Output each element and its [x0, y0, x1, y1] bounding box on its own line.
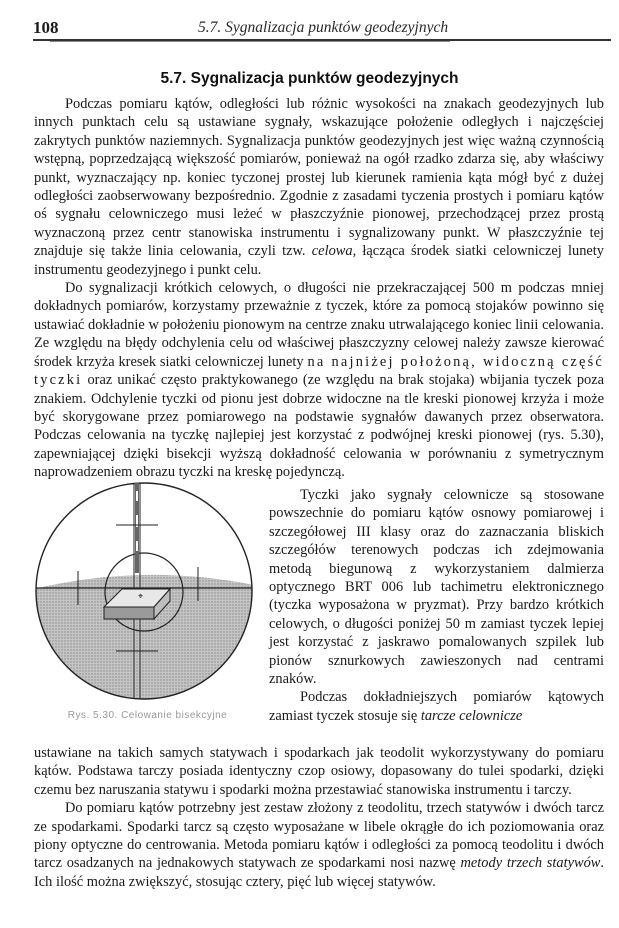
- section-title: 5.7. Sygnalizacja punktów geodezyjnych: [160, 70, 459, 87]
- paragraph-4-continued: ustawiane na takich samych statywach i spodarkach jak teodolit wykorzystywany do pomiaru kątów. Podstawa tarczy posiada identyczny czop osiowy, dopasowany do tulei spodarki, dzięki czemu bez naruszania statywu i spodarki można przestawiać stanowiska instrumentu i tarczy.: [34, 745, 604, 798]
- paragraph-2: Do sygnalizacji krótkich celowych, o długości nie przekraczającej 500 m podczas mniej dokładnych pomiarów, korzystamy przeważnie z tyczek, które za pomocą stojaków powinno się ustawiać dokładnie w położeniu pionowym na centrze znaku utrwalającego koniec linii celowania. Ze względu na błędy odchylenia celu od właściwej płaszczyzny celowej należy zawsze kierować środek krzyża kresek siatki celowniczej lunety na najniżej położoną, widoczną część tyczki oraz unikać często praktykowanego (ze względu na brak stojaka) wbijania tyczek poza znakiem. Odchylenie tyczki od pionu jest dobrze widoczne na tle kreski pionowej krzyża i może być skorygowane przez pomiarowego na podstawie sygnałów dawanych przez obserwatora. Podczas celowania na tyczkę najlepiej jest korzystać z podwójnej kreski pionowej (rys. 5.30), zapewniającej dzięki bisekcji wyższą dokładność celowania w porównaniu z symetrycznym naprowadzeniem obrazu tyczki na kreskę pojedynczą.: [34, 280, 604, 481]
- svg-text:⌖: ⌖: [138, 591, 144, 601]
- emphasis-spaced: na najniżej położoną, widoczną część tyczki: [34, 353, 604, 389]
- paragraph-1: Podczas pomiaru kątów, odległości lub różnic wysokości na znakach geodezyjnych lub innych punktach celu są ustawiane sygnały, wskazujące położenie odległych i najczęściej zakrytych punktów naziemnych. Sygnalizacja punktów geodezyjnych jest więc ważną czynnością wstępną, poprzedzającą większość pomiarów, ponieważ na ogół rzadko zdarza się, aby właściwy punkt, wyznaczający np. koniec tyczonej prostej lub kierunek ramienia kąta mógł być z dużej odległości zaobserwowany bezpośrednio. Zgodnie z zasadami tyczenia prostych i pomiaru kątów oś sygnału celowniczego musi leżeć w płaszczyźnie pionowej, przechodzącej przez prostą wyznaczoną przez centr stanowiska instrumentu i sygnalizowany punkt. W płaszczyźnie tej znajduje się także linia celowania, czyli tzw. celowa, łącząca środek siatki celowniczej lunety instrumentu geodezyjnego i punkt celu.: [34, 96, 604, 278]
- text-block-right: [269, 486, 604, 725]
- paragraph-4-start: Podczas dokładniejszych pomiarów kątowych zamiast tyczek stosuje się tarcze celownicze: [269, 689, 604, 724]
- page-header: [33, 18, 611, 40]
- term-tarcze-celownicze: tarcze celownicze: [420, 707, 523, 724]
- reticle-illustration: [34, 481, 254, 701]
- page-number: 108: [33, 18, 59, 37]
- term-celowa: celowa: [311, 243, 353, 260]
- running-title: 5.7. Sygnalizacja punktów geodezyjnych: [198, 19, 449, 36]
- paragraph-3: Tyczki jako sygnały celownicze są stosowane powszechnie do pomiaru kątów osnowy pomiarowej i szczegółowej III klasy oraz do zaznaczania bliskich szczegółów terenowych podczas ich zdejmowania metodą biegunową z wykorzystaniem dalmierza optycznego BRT 006 lub tachimetru elektronicznego (tyczka wyposażona w pryzmat). Przy bardzo krótkich celowych, o długości poniżej 50 m zamiast tyczek lepiej jest korzystać z jaskrawo pomalowanych szpilek lub pionów sznurkowych zawieszonych nad centrami znaków.: [269, 487, 604, 688]
- paragraph-5: Do pomiaru kątów potrzebny jest zestaw złożony z teodolitu, trzech statywów i dwóch tarcz ze spodarkami. Spodarki tarcz są często wyposażane w libele okrągłe do ich poziomowania oraz piony optyczne do centrowania. Metoda pomiaru kątów i odległości za pomocą teodolitu i dwóch tarcz osadzanych na jednakowych statywach ze spodarkami nosi nazwę metody trzech statywów. Ich ilość można zwiększyć, stosując cztery, pięć lub więcej statywów.: [34, 800, 604, 890]
- figure-reticle: [34, 481, 254, 701]
- figure-caption: Rys. 5.30. Celowanie bisekcyjne: [67, 710, 228, 721]
- text-block-bottom: [34, 744, 604, 891]
- text-block-top: [34, 95, 604, 482]
- header-rule-shadow: [50, 41, 450, 42]
- term-metody-trzech-statywow: metody trzech statywów: [460, 855, 601, 872]
